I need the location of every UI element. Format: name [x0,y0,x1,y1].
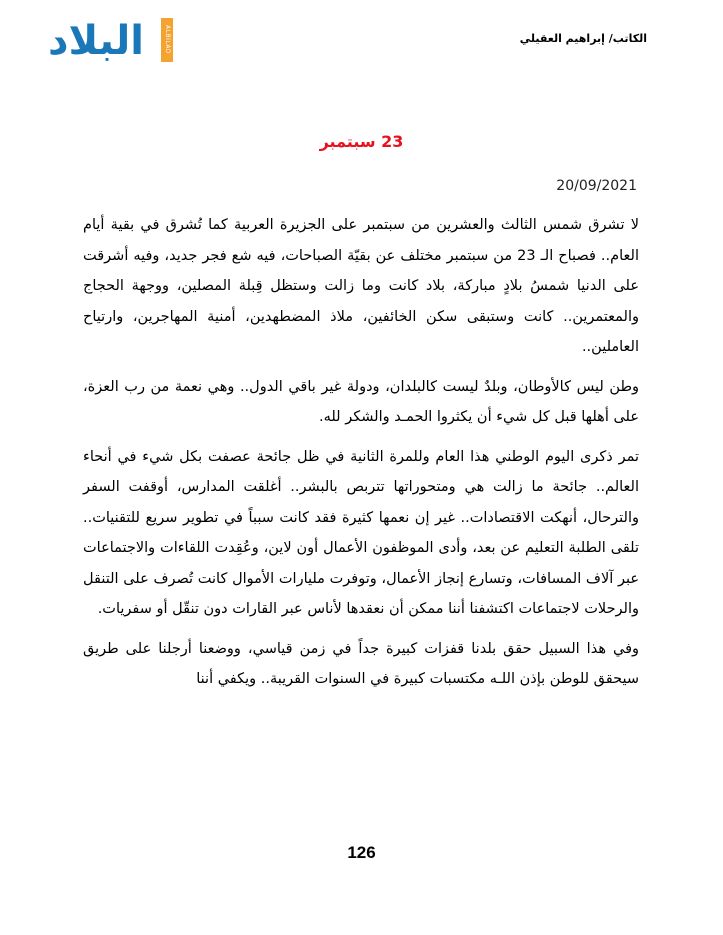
paragraph: تمر ذكرى اليوم الوطني هذا العام وللمرة الثانية في ظل جائحة عصفت بكل شيء في أنحاء العالم.. جائحة ما زالت هي ومتحوراتها تتربص بالبشر.. أغلقت المدارس، أوقفت السفر والترحال، أنهكت الاقتصادات.. غير إن نعمها كثيرة فقد كانت سبباً في تطوير سريع للتقنيات.. تلقى الطلبة التعليم عن بعد، وأدى الموظفون الأعمال أون لاين، وعُقِدت اللقاءات والاجتماعات عبر آلاف المسافات، وتسارع إنجاز الأعمال، وتوفرت مليارات الأموال كانت تُصرف على التنقل والرحلات لاجتماعات اكتشفنا أننا ممكن أن نعقدها لأناس عبر القارات دون تنقّل أو سفريات. [83,448,639,617]
paragraph: لا تشرق شمس الثالث والعشرين من سبتمبر على الجزيرة العربية كما تُشرق في بقية أيام العام.. فصباح الـ 23 من سبتمبر مختلف عن بقيّة الصباحات، فيه شع فجر جديد، وفيه أشرقت على الدنيا شمسُ بلادٍ مباركة، بلاد كانت وما زالت وستظل قِبلة المصلين، ووجهة الحجاج والمعتمرين.. كانت وستبقى سكن الخائفين، ملاذ المضطهدين، أمنية المهاجرين، وارتياح العاملين.. [83,217,639,355]
author-name: الكاتب/ إبراهيم العقيلي [519,32,647,45]
page-number: 126 [347,843,376,862]
article-body [83,210,639,704]
article-title: 23 سبتمبر [319,132,404,151]
article-date: 20/09/2021 [556,178,637,194]
paragraph: وفي هذا السبيل حقق بلدنا قفزات كبيرة جداً في زمن قياسي، ووضعنا أرجلنا على طريق سيحقق للوطن بإذن اللـه مكتسبات كبيرة في السنوات القريبة.. ويكفي أننا [83,640,639,687]
logo-tagline: ALBILAD [161,18,173,62]
paragraph: وطن ليس كالأوطان، وبلدٌ ليست كالبلدان، ودولة غير باقي الدول.. وهي نعمة من رب العزة، على أهلها قبل كل شيء أن يكثروا الحمـد والشكر لله. [83,378,639,425]
publication-logo [48,18,174,64]
logo-wordmark: البلاد [48,18,144,64]
